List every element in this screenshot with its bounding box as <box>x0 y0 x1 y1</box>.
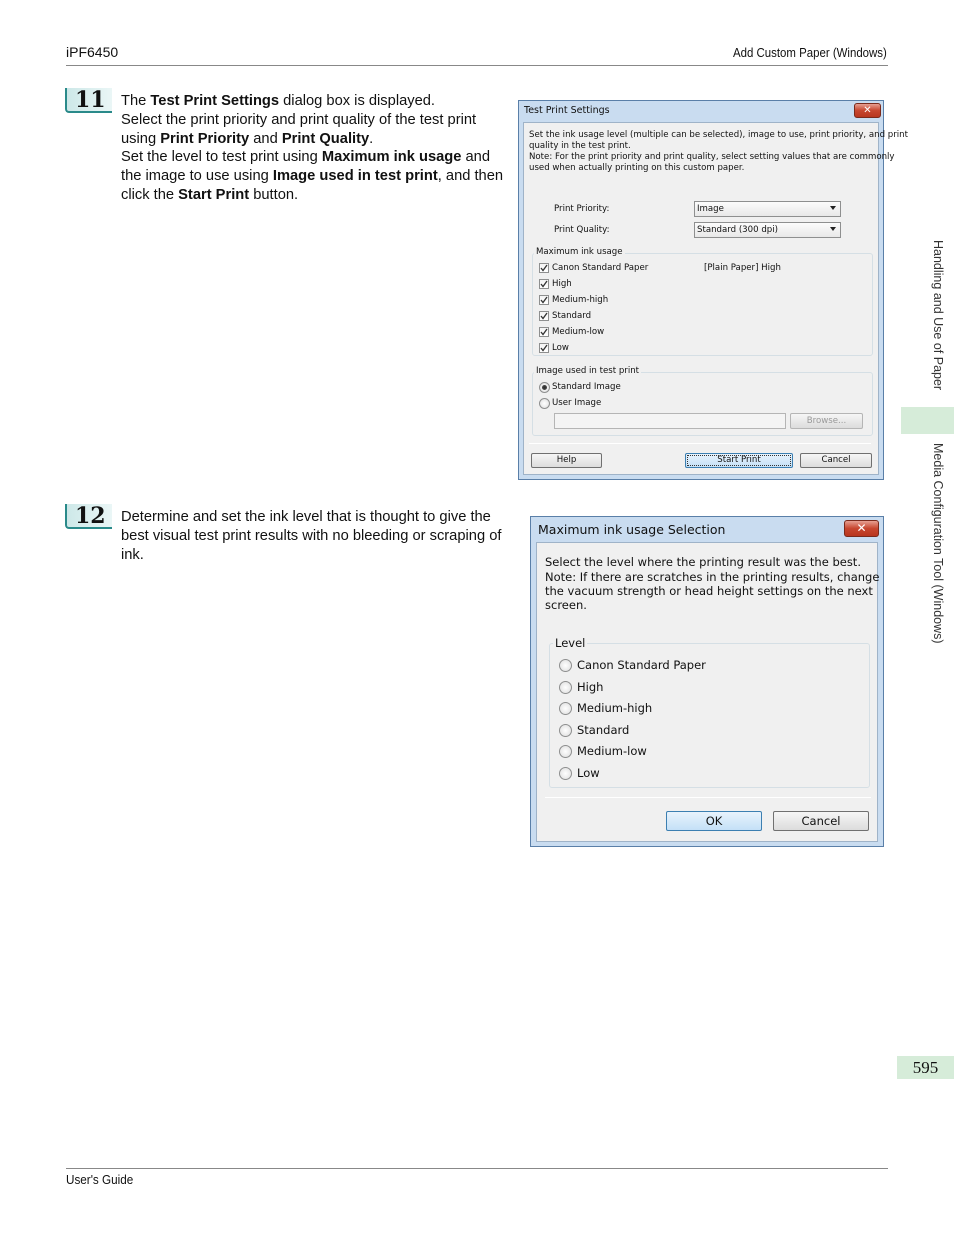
print-quality-label: Print Quality: <box>554 225 610 235</box>
checkmark-icon <box>540 296 548 304</box>
ok-button[interactable]: OK <box>666 811 762 831</box>
desc-line-4: screen. <box>545 598 587 612</box>
start-print-button[interactable]: Start Print <box>685 453 793 468</box>
intro-line-1: Set the ink usage level (multiple can be selected), image to use, print priority, and print <box>529 130 908 140</box>
side-chapter: Handling and Use of Paper <box>931 240 945 391</box>
footer-guide: User's Guide <box>66 1172 134 1187</box>
print-priority-label: Print Priority: <box>554 204 610 214</box>
level-radio[interactable] <box>559 767 572 780</box>
header-model: iPF6450 <box>66 44 119 60</box>
level-label: Low <box>577 765 600 780</box>
step-number-12: 12 <box>65 504 112 529</box>
close-icon[interactable]: ✕ <box>844 520 879 537</box>
user-image-path-input[interactable] <box>554 413 786 429</box>
cancel-button[interactable]: Cancel <box>800 453 872 468</box>
paper-info: [Plain Paper] High <box>704 263 781 273</box>
note-line-1: Note: For the print priority and print quality, select setting values that are commonly <box>529 152 895 162</box>
note-line-2: used when actually printing on this custom paper. <box>529 163 745 173</box>
header-rule <box>66 65 888 66</box>
ink-level-checkbox[interactable] <box>539 327 549 337</box>
help-button[interactable]: Help <box>531 453 602 468</box>
level-radio[interactable] <box>559 702 572 715</box>
dialog-titlebar <box>518 100 884 122</box>
ink-level-label: High <box>552 279 572 289</box>
level-label: Standard <box>577 722 630 737</box>
step-number-11: 11 <box>65 88 112 113</box>
max-ink-group-label: Maximum ink usage <box>536 247 623 257</box>
print-quality-value: Standard (300 dpi) <box>697 225 778 235</box>
checkmark-icon <box>540 344 548 352</box>
level-group-label: Level <box>555 636 586 650</box>
level-label: High <box>577 679 604 694</box>
checkmark-icon <box>540 264 548 272</box>
image-group-label: Image used in test print <box>536 366 640 376</box>
ink-level-label: Medium-low <box>552 327 605 337</box>
level-label: Canon Standard Paper <box>577 658 706 672</box>
level-label: Medium-low <box>577 744 647 758</box>
test-print-settings-dialog <box>518 100 908 480</box>
ink-level-label: Standard <box>552 311 592 321</box>
max-ink-selection-dialog <box>530 516 884 847</box>
step12-text: Determine and set the ink level that is thought to give the best visual test print results with no bleeding or scraping of ink. <box>121 509 502 563</box>
level-radio[interactable] <box>559 659 572 672</box>
side-section: Media Configuration Tool (Windows) <box>931 443 945 644</box>
desc-line-1: Select the level where the printing result was the best. <box>545 555 861 569</box>
dialog-body <box>523 122 908 475</box>
intro-line-2: quality in the test print. <box>529 141 631 151</box>
header-section: Add Custom Paper (Windows) <box>733 45 887 60</box>
user-image-label: User Image <box>552 398 602 408</box>
chevron-down-icon <box>830 227 836 231</box>
separator <box>529 443 871 444</box>
ink-level-checkbox[interactable] <box>539 279 549 289</box>
level-radio[interactable] <box>559 745 572 758</box>
ink-level-checkbox[interactable] <box>539 295 549 305</box>
level-label: Medium-high <box>577 701 653 715</box>
checkmark-icon <box>540 280 548 288</box>
standard-image-label: Standard Image <box>552 382 621 392</box>
checkmark-icon <box>540 328 548 336</box>
browse-button[interactable]: Browse... <box>790 413 863 429</box>
ink-level-label: Medium-high <box>552 295 609 305</box>
chevron-down-icon <box>830 206 836 210</box>
ink-level-label: Low <box>552 343 569 353</box>
page-number: 595 <box>897 1056 954 1079</box>
ink-level-checkbox[interactable] <box>539 343 549 353</box>
close-icon[interactable]: ✕ <box>854 103 881 118</box>
desc-line-3: the vacuum strength or head height settings on the next <box>545 584 873 598</box>
ink-level-label: Canon Standard Paper <box>552 263 649 273</box>
level-radio[interactable] <box>559 681 572 694</box>
separator <box>545 797 871 798</box>
checkmark-icon <box>540 312 548 320</box>
standard-image-radio[interactable] <box>539 382 550 393</box>
print-priority-value: Image <box>697 204 724 214</box>
level-radio[interactable] <box>559 724 572 737</box>
desc-line-2: Note: If there are scratches in the printing results, change <box>545 570 880 584</box>
ink-level-checkbox[interactable] <box>539 263 549 273</box>
dialog-body <box>536 542 878 842</box>
dialog-titlebar <box>530 516 884 542</box>
dialog-title: Maximum ink usage Selection <box>538 522 726 537</box>
user-image-radio[interactable] <box>539 398 550 409</box>
cancel-button[interactable]: Cancel <box>773 811 869 831</box>
side-active-band <box>901 407 954 434</box>
footer-rule <box>66 1168 888 1169</box>
ink-level-checkbox[interactable] <box>539 311 549 321</box>
print-quality-select[interactable] <box>694 222 841 238</box>
print-priority-select[interactable] <box>694 201 841 217</box>
step11-text: The Test Print Settings dialog box is displayed. Select the print priority and print quality of the test print using Print Priority and Print Quality. Set the level to test print using Maximum ink usage and the image to use using Image used in test print, and then click the Start Print button. <box>121 93 504 203</box>
dialog-title: Test Print Settings <box>524 105 610 116</box>
